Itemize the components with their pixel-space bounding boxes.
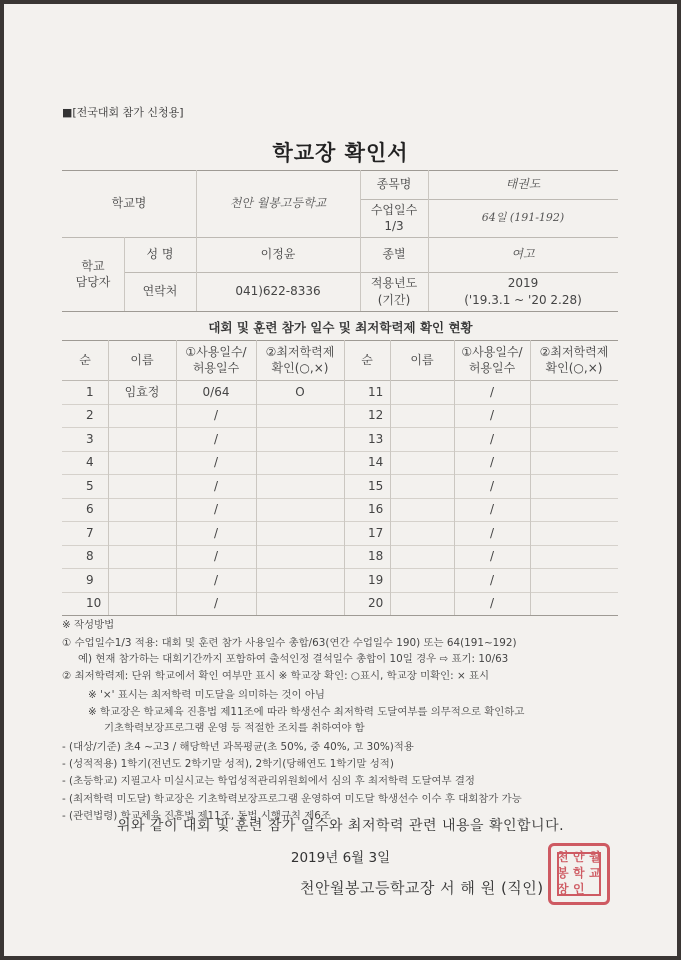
table-cell-num: 12: [368, 408, 384, 423]
table-cell-check: [530, 380, 618, 404]
header-days-left-line2: 허용일수: [192, 361, 240, 375]
table-cell-check: [256, 545, 344, 569]
header-min-left-line2: 확인(○,×): [271, 361, 329, 375]
note-line: - (대상/기준) 초4 ~고3 / 해당학년 과목평균(초 50%, 중 40%, 고 30%)적용: [62, 741, 414, 753]
manager-label-line1: 학교: [81, 258, 105, 273]
official-seal-icon: [548, 843, 610, 905]
table-cell-num: 6: [86, 502, 94, 517]
table-cell-days: /: [489, 549, 495, 564]
table-cell-name: [390, 451, 454, 475]
note-line: ※ 작성방법: [62, 619, 115, 631]
table-cell-num: 18: [368, 549, 384, 564]
contact-label: 연락처: [142, 284, 178, 299]
table-cell-num: 16: [368, 502, 384, 517]
table-cell-check: [256, 521, 344, 545]
table-cell-num: 19: [368, 572, 384, 587]
header-min-left: [256, 340, 344, 380]
header-days-left-line1: ①사용일수/: [185, 344, 247, 359]
table-cell-check: [530, 545, 618, 569]
table-cell-check: [256, 498, 344, 522]
table-bottom-border: [62, 615, 618, 616]
table-cell-name: [390, 427, 454, 451]
table-cell-days: /: [489, 431, 495, 446]
header-days-right: [454, 340, 530, 380]
table-cell-num: 5: [86, 478, 94, 493]
table-cell-name: [108, 568, 176, 592]
class-days-label-line1: 수업일수: [370, 202, 418, 217]
event-value: 태권도: [505, 177, 541, 192]
note-line: ① 수업일수1/3 적용: 대회 및 훈련 참가 사용일수 총합/63(연간 수업일수 190) 또는 64(191~192): [62, 637, 517, 649]
table-cell-name: [390, 380, 454, 404]
note-line: 기초학력보장프로그램 운영 등 적절한 조치를 취하여야 함: [104, 722, 365, 734]
table-cell-num: 20: [368, 596, 384, 611]
table-cell-check: [530, 521, 618, 545]
header-name-right: [390, 340, 454, 380]
confirm-date: 2019년 6월 3일: [290, 850, 391, 866]
table-cell-check: [530, 404, 618, 428]
table-cell-num: 2: [86, 408, 94, 423]
year-value: [428, 272, 618, 311]
table-cell-num: 14: [368, 455, 384, 470]
table-cell-check: [256, 404, 344, 428]
table-cell-num: 10: [86, 596, 102, 611]
class-days-value: 64일 (191-192): [481, 210, 565, 224]
class-days-label-line2: 1/3: [384, 219, 404, 233]
table-cell-days: /: [489, 525, 495, 540]
table-cell-days: /: [213, 478, 219, 493]
header-name-right-line1: 이름: [410, 352, 434, 367]
table-cell-check: [256, 451, 344, 475]
header-min-right: [530, 340, 618, 380]
seal-char: 월: [589, 850, 601, 864]
table-cell-check: O: [295, 384, 305, 399]
header-days-right-line1: ①사용일수/: [461, 344, 523, 359]
table-cell-num: 4: [86, 455, 94, 470]
status-title: 대회 및 훈련 참가 일수 및 최저학력제 확인 현황: [208, 320, 473, 335]
note-line: ※ '×' 표시는 최저학력 미도달을 의미하는 것이 아님: [88, 689, 325, 701]
table-cell-days: /: [213, 502, 219, 517]
table-cell-num: 17: [368, 525, 384, 540]
seal-char: 학: [573, 866, 585, 880]
note-line: 예) 현재 참가하는 대회기간까지 포함하여 출석인정 결석일수 총합이 10일 경우 ⇨ 표기: 10/63: [78, 653, 509, 665]
table-cell-name: [108, 427, 176, 451]
table-cell-check: [256, 592, 344, 616]
table-cell-name: [390, 545, 454, 569]
seal-char: 봉: [557, 866, 569, 880]
table-cell-days: /: [489, 455, 495, 470]
form-type-tag: ■[전국대회 참가 신청용]: [62, 106, 184, 119]
note-line: ② 최저학력제: 단위 학교에서 확인 여부만 표시 ※ 학교장 확인: ○표시, 학교장 미확인: × 표시: [62, 670, 490, 682]
year-label-line2: (기간): [377, 292, 411, 307]
manager-label: [62, 237, 124, 311]
table-cell-check: [530, 592, 618, 616]
table-cell-name: [390, 521, 454, 545]
school-value: 천안 월봉고등학교: [229, 196, 327, 211]
year-value-line1: 2019: [507, 276, 539, 291]
header-name-left-line1: 이름: [130, 352, 154, 367]
note-line: - (초등학교) 지필고사 미실시교는 학업성적관리위원회에서 심의 후 최저학력 도달여부 결정: [62, 775, 475, 787]
table-cell-days: /: [213, 431, 219, 446]
table-cell-name: 임효정: [124, 384, 160, 399]
class-days-label: [360, 199, 428, 237]
name-value: 이정윤: [260, 247, 296, 262]
header-min-right-line2: 확인(○,×): [545, 361, 603, 375]
table-cell-name: [390, 474, 454, 498]
school-label: 학교명: [111, 196, 147, 211]
year-label: [360, 272, 428, 311]
header-days-left: [176, 340, 256, 380]
table-cell-name: [108, 404, 176, 428]
table-cell-days: /: [489, 502, 495, 517]
principal-signature: 천안월봉고등학교장 서 해 원 (직인): [300, 879, 544, 897]
header-num-left: [62, 340, 108, 380]
table-cell-days: /: [489, 596, 495, 611]
table-cell-num: 9: [86, 572, 94, 587]
table-cell-num: 7: [86, 525, 94, 540]
table-cell-check: [530, 498, 618, 522]
table-cell-num: 13: [368, 431, 384, 446]
table-cell-name: [108, 521, 176, 545]
header-days-right-line2: 허용일수: [468, 361, 516, 375]
table-cell-days: /: [213, 596, 219, 611]
table-cell-name: [390, 568, 454, 592]
table-cell-num: 11: [368, 384, 384, 399]
table-cell-num: 3: [86, 431, 94, 446]
event-label: 종목명: [376, 177, 412, 192]
table-cell-name: [390, 498, 454, 522]
seal-char: 천: [557, 850, 569, 864]
table-cell-days: /: [489, 478, 495, 493]
table-cell-name: [108, 592, 176, 616]
table-cell-check: [256, 568, 344, 592]
seal-char: 교: [589, 866, 601, 880]
name-label: 성 명: [146, 247, 174, 262]
table-cell-days: /: [489, 408, 495, 423]
header-min-right-line1: ②최저학력제: [539, 344, 609, 359]
table-cell-name: [108, 474, 176, 498]
note-line: ※ 학교장은 학교체육 진흥법 제11조에 따라 학생선수 최저학력 도달여부를 의무적으로 확인하고: [88, 706, 525, 718]
table-cell-num: 8: [86, 549, 94, 564]
header-num-right-line1: 순: [361, 352, 373, 367]
note-line: - (성적적용) 1학기(전년도 2학기말 성적), 2학기(당해연도 1학기말 성적): [62, 758, 394, 770]
table-cell-days: /: [489, 572, 495, 587]
manager-label-line2: 담당자: [75, 275, 111, 289]
table-cell-name: [108, 498, 176, 522]
table-cell-num: 15: [368, 478, 384, 493]
category-label: 종별: [382, 247, 406, 262]
table-cell-days: /: [213, 549, 219, 564]
seal-char: 장: [557, 882, 569, 896]
table-cell-check: [256, 427, 344, 451]
table-cell-check: [530, 427, 618, 451]
table-cell-days: /: [213, 525, 219, 540]
table-cell-days: /: [213, 408, 219, 423]
header-name-left: [108, 340, 176, 380]
table-cell-name: [390, 404, 454, 428]
table-cell-name: [108, 545, 176, 569]
table-cell-days: /: [213, 455, 219, 470]
table-cell-check: [530, 568, 618, 592]
header-num-right: [344, 340, 390, 380]
table-cell-check: [530, 474, 618, 498]
year-label-line1: 적용년도: [370, 276, 418, 291]
contact-value: 041)622-8336: [235, 284, 321, 299]
year-value-line2: ('19.3.1 ~ '20 2.28): [464, 292, 582, 307]
table-cell-name: [108, 451, 176, 475]
header-num-left-line1: 순: [79, 352, 91, 367]
note-line: - (최저학력 미도달) 학교장은 기초학력보장프로그램 운영하여 미도달 학생선수 이수 후 대회참가 가능: [62, 793, 522, 805]
table-cell-days: 0/64: [202, 384, 230, 399]
table-cell-check: [530, 451, 618, 475]
table-cell-num: 1: [86, 384, 94, 399]
table-cell-name: [390, 592, 454, 616]
header-min-left-line1: ②최저학력제: [265, 344, 335, 359]
category-value: 여고: [511, 247, 535, 262]
table-cell-days: /: [213, 572, 219, 587]
document-title: 학교장 확인서: [272, 141, 409, 165]
table-cell-check: [256, 474, 344, 498]
seal-char: 안: [573, 850, 585, 864]
seal-char: 인: [573, 882, 585, 896]
note-line: - (관련법령) 학교체육 진흥법 제11조, 동법 시행규칙 제6조: [62, 810, 331, 822]
table-cell-days: /: [489, 384, 495, 399]
confirm-statement: 위와 같이 대회 및 훈련 참가 일수와 최저학력 관련 내용을 확인합니다.: [116, 818, 565, 834]
